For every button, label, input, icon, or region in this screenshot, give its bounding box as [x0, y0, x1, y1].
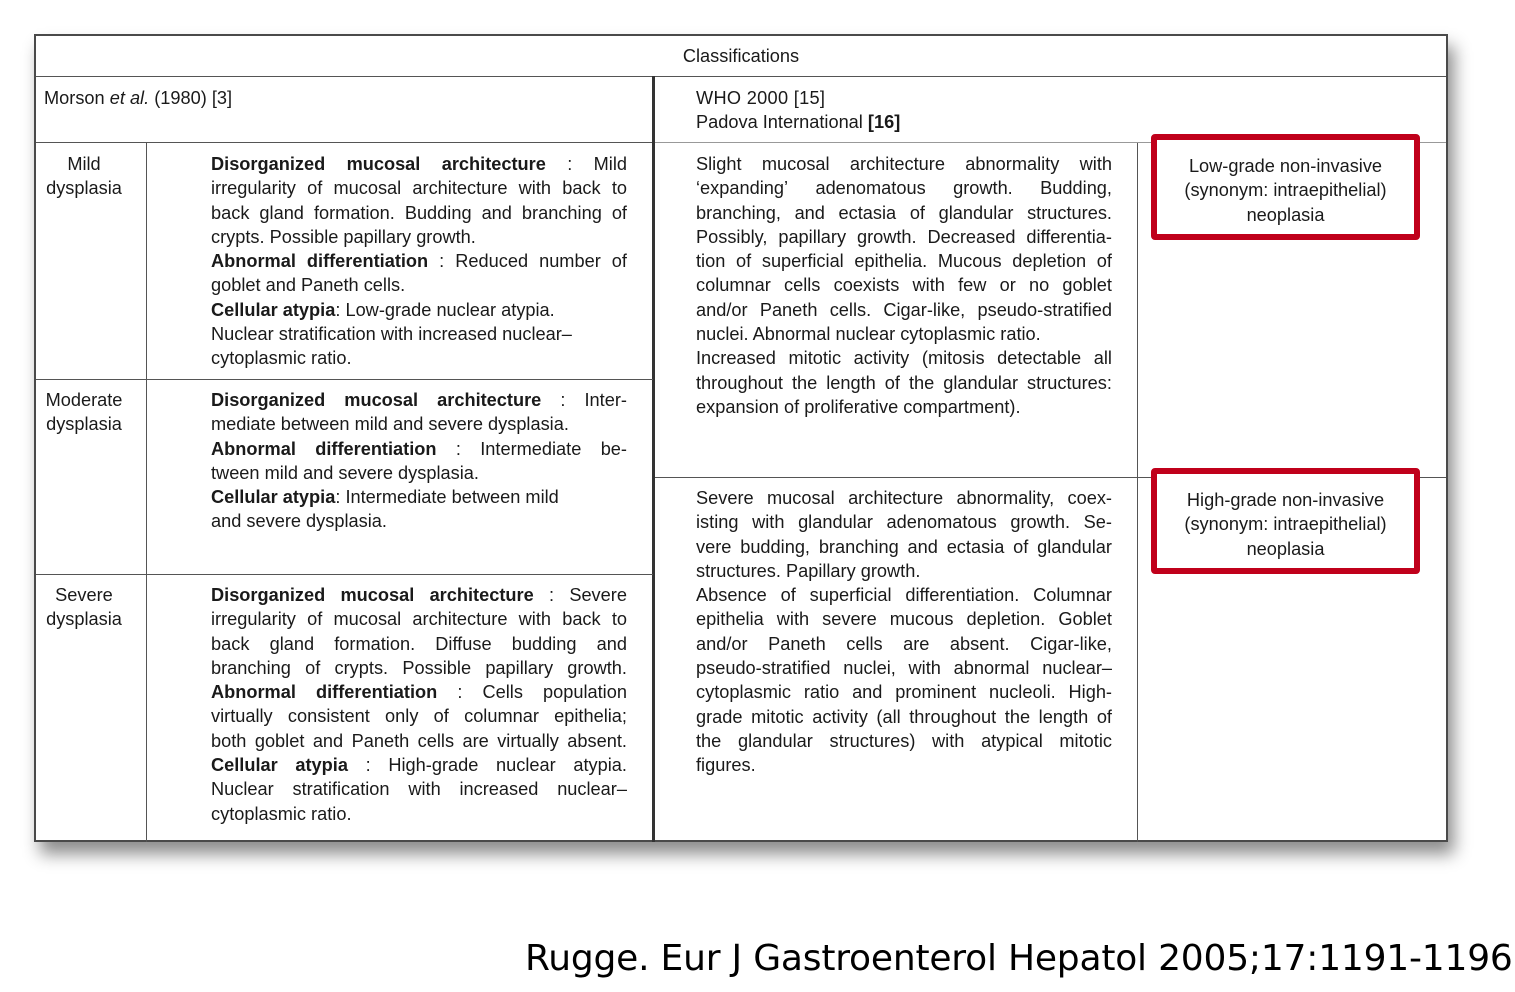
- morson-grade-description: [211, 583, 627, 826]
- text-line: Nuclear stratification with increased nuclear–: [211, 324, 572, 345]
- text-line: Disorganized mucosal architecture : Mild: [211, 154, 627, 174]
- text-line: cytoplasmic ratio and prominent nucleoli. High-: [696, 682, 1112, 703]
- morson-year: (1980): [154, 88, 207, 108]
- text-line: crypts. Possible papillary growth.: [211, 226, 476, 247]
- who-low-grade-description: [696, 152, 1112, 419]
- text-line: Cellular atypia: Low-grade nuclear atypia.: [211, 299, 555, 320]
- text-line: irregularity of mucosal architecture with back to: [211, 178, 627, 199]
- who-high-grade-description: [696, 486, 1112, 778]
- text-line: structures. Papillary growth.: [696, 560, 921, 581]
- grade-label-line: dysplasia: [46, 178, 122, 199]
- classifications-header: Classifications: [682, 46, 800, 66]
- subheader-divider-left: [36, 142, 653, 143]
- text-line: goblet and Paneth cells.: [211, 275, 406, 296]
- text-line: irregularity of mucosal architecture with back to: [211, 609, 627, 630]
- grade-label-line: Severe: [55, 585, 113, 605]
- text-line: branching, and ectasia of glandular structures.: [696, 202, 1112, 223]
- text-line: and/or Paneth cells. Cigar-like, pseudo-stratified: [696, 299, 1112, 320]
- text-line: Possibly, papillary growth. Decreased differentia-: [696, 226, 1112, 247]
- morson-grade-description: [211, 388, 627, 534]
- grade-label-line: dysplasia: [46, 414, 122, 435]
- text-line: Increased mitotic activity (mitosis detectable all: [696, 348, 1112, 369]
- grade-neoplasia-line: Low-grade non-invasive: [1188, 156, 1383, 176]
- text-line: throughout the length of the glandular structures:: [696, 372, 1112, 393]
- morson-etal: et al.: [109, 88, 150, 108]
- grade-neoplasia-line: (synonym: intraepithelial): [1184, 514, 1387, 535]
- grade-label-line: Moderate: [45, 390, 123, 410]
- text-line: Disorganized mucosal architecture : Inter-: [211, 390, 627, 410]
- text-line: back gland formation. Diffuse budding and: [211, 633, 627, 654]
- text-line: epithelia with severe mucous depletion. Goblet: [696, 609, 1112, 630]
- text-line: isting with glandular adenomatous growth. Se-: [696, 512, 1112, 533]
- text-line: and/or Paneth cells are absent. Cigar-like,: [696, 633, 1112, 654]
- text-line: columnar cells coexists with few or no goblet: [696, 275, 1112, 296]
- text-line: Abnormal differentiation : Reduced number of: [211, 251, 627, 272]
- morson-ref: [3]: [211, 88, 233, 108]
- text-line: grade mitotic activity (all throughout the length of: [696, 706, 1112, 727]
- text-line: back gland formation. Budding and branching of: [211, 202, 627, 223]
- who-column-divider: [1137, 143, 1138, 842]
- text-line: Severe mucosal architecture abnormality, coex-: [696, 488, 1112, 508]
- grade-label: [36, 583, 132, 632]
- text-line: Nuclear stratification with increased nuclear–: [211, 779, 627, 800]
- text-line: both goblet and Paneth cells are virtually absent.: [211, 730, 627, 751]
- morson-grade-description: [211, 152, 627, 371]
- citation: Rugge. Eur J Gastroenterol Hepatol 2005;17:1191-1196: [525, 938, 1513, 979]
- high-grade-label: [1157, 488, 1414, 561]
- grade-label-divider: [146, 143, 147, 842]
- grade-label-line: Mild: [67, 154, 101, 174]
- grade-neoplasia-line: (synonym: intraepithelial): [1184, 180, 1387, 201]
- text-line: and severe dysplasia.: [211, 511, 387, 532]
- text-line: Absence of superficial differentiation. Columnar: [696, 585, 1112, 606]
- grade-label: [36, 388, 132, 437]
- grade-neoplasia-line: neoplasia: [1246, 204, 1325, 225]
- text-line: vere budding, branching and ectasia of glandular: [696, 536, 1112, 557]
- text-line: Cellular atypia: Intermediate between mild: [211, 487, 559, 508]
- header-divider: [36, 76, 1446, 77]
- grade-neoplasia-line: neoplasia: [1246, 538, 1325, 559]
- grade-neoplasia-line: High-grade non-invasive: [1186, 490, 1385, 510]
- mild-moderate-divider: [36, 379, 653, 380]
- text-line: Abnormal differentiation : Intermediate be-: [211, 438, 627, 459]
- text-line: Abnormal differentiation : Cells population: [211, 682, 627, 703]
- high-grade-highlight-box: [1151, 468, 1420, 574]
- text-line: pseudo-stratified nuclei, with abnormal nuclear–: [696, 658, 1112, 679]
- low-grade-label: [1157, 154, 1414, 227]
- who-header: [696, 86, 900, 135]
- text-line: tween mild and severe dysplasia.: [211, 462, 479, 483]
- text-line: the glandular structures) with atypical mitotic: [696, 730, 1112, 751]
- grade-label-line: dysplasia: [46, 609, 122, 630]
- moderate-severe-divider: [36, 574, 653, 575]
- who-header-line1: WHO 2000 [15]: [696, 88, 826, 108]
- text-line: Slight mucosal architecture abnormality with: [696, 154, 1112, 174]
- text-line: expansion of proliferative compartment).: [696, 396, 1021, 417]
- text-line: virtually consistent only of columnar epithelia;: [211, 706, 627, 727]
- center-divider: [652, 76, 655, 842]
- morson-author: Morson: [44, 88, 105, 108]
- low-grade-highlight-box: [1151, 134, 1420, 240]
- morson-header: [44, 86, 232, 110]
- grade-label: [36, 152, 132, 201]
- text-line: figures.: [696, 755, 756, 776]
- text-line: ‘expanding’ adenomatous growth. Budding,: [696, 178, 1112, 199]
- text-line: branching of crypts. Possible papillary growth.: [211, 657, 627, 678]
- text-line: tion of superficial epithelia. Mucous depletion of: [696, 251, 1112, 272]
- text-line: Disorganized mucosal architecture : Severe: [211, 585, 627, 605]
- text-line: mediate between mild and severe dysplasia.: [211, 414, 569, 435]
- who-header-line2: Padova International [16]: [696, 112, 901, 133]
- text-line: nuclei. Abnormal nuclear cytoplasmic ratio.: [696, 324, 1041, 345]
- text-line: cytoplasmic ratio.: [211, 348, 352, 369]
- text-line: cytoplasmic ratio.: [211, 803, 352, 824]
- text-line: Cellular atypia : High-grade nuclear atypia.: [211, 755, 627, 776]
